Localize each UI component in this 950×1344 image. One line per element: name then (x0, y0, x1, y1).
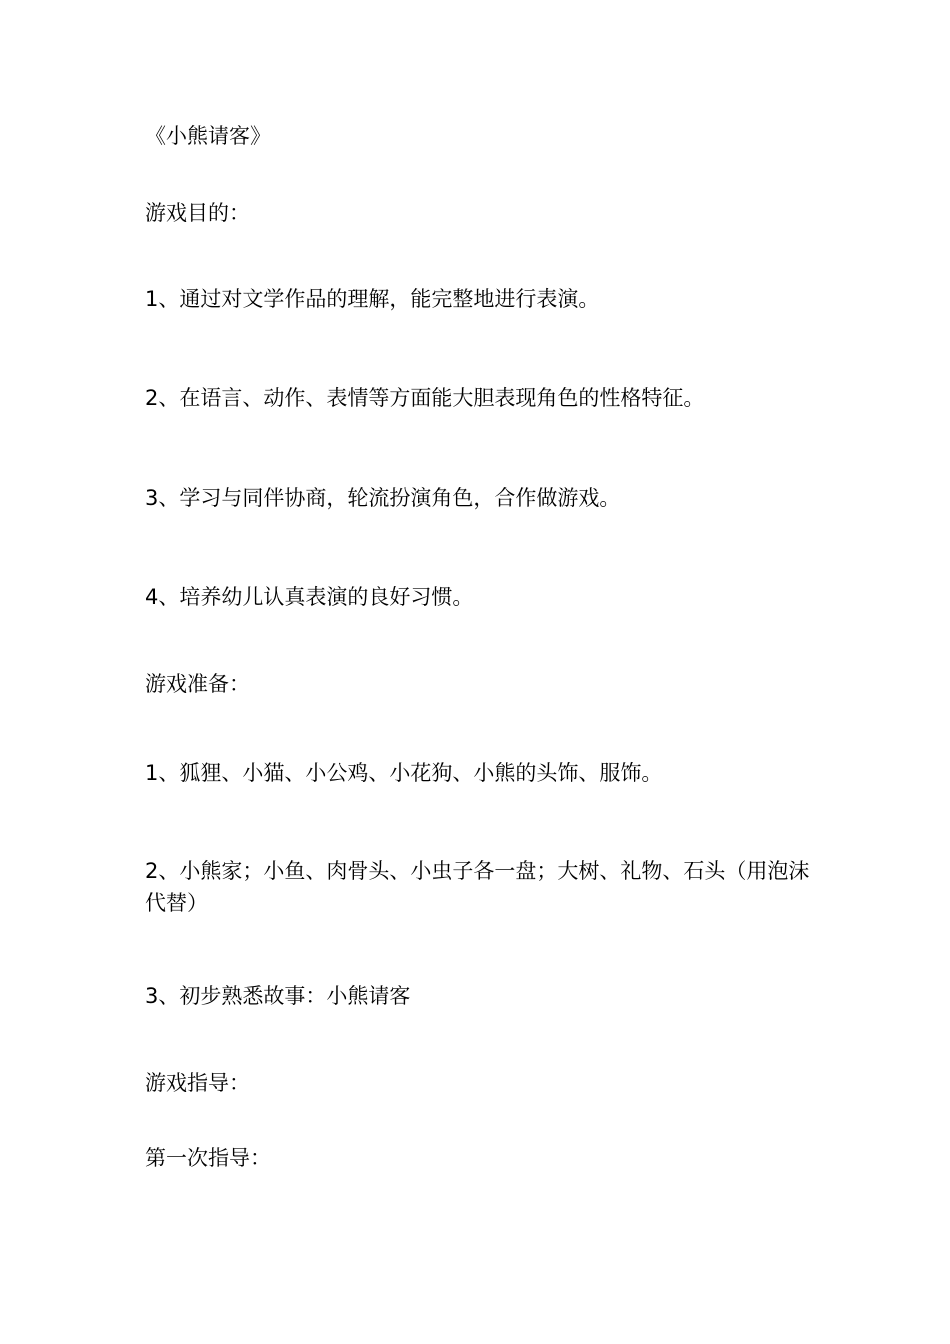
section-heading-preparation: 游戏准备： (145, 672, 250, 696)
section-heading-purpose: 游戏目的： (145, 201, 250, 225)
purpose-item-4: 4、培养幼儿认真表演的良好习惯。 (145, 585, 474, 609)
purpose-item-1: 1、通过对文学作品的理解，能完整地进行表演。 (145, 287, 600, 311)
purpose-item-3: 3、学习与同伴协商，轮流扮演角色，合作做游戏。 (145, 486, 621, 510)
purpose-item-2: 2、在语言、动作、表情等方面能大胆表现角色的性格特征。 (145, 386, 705, 410)
guidance-first-heading: 第一次指导： (145, 1146, 271, 1170)
preparation-item-1: 1、狐狸、小猫、小公鸡、小花狗、小熊的头饰、服饰。 (145, 761, 663, 785)
preparation-item-2: 2、小熊家；小鱼、肉骨头、小虫子各一盘；大树、礼物、石头（用泡沫代替） (145, 859, 810, 915)
preparation-item-3: 3、初步熟悉故事：小熊请客 (145, 984, 411, 1008)
section-heading-guidance: 游戏指导： (145, 1071, 250, 1095)
document-title: 《小熊请客》 (145, 124, 271, 148)
